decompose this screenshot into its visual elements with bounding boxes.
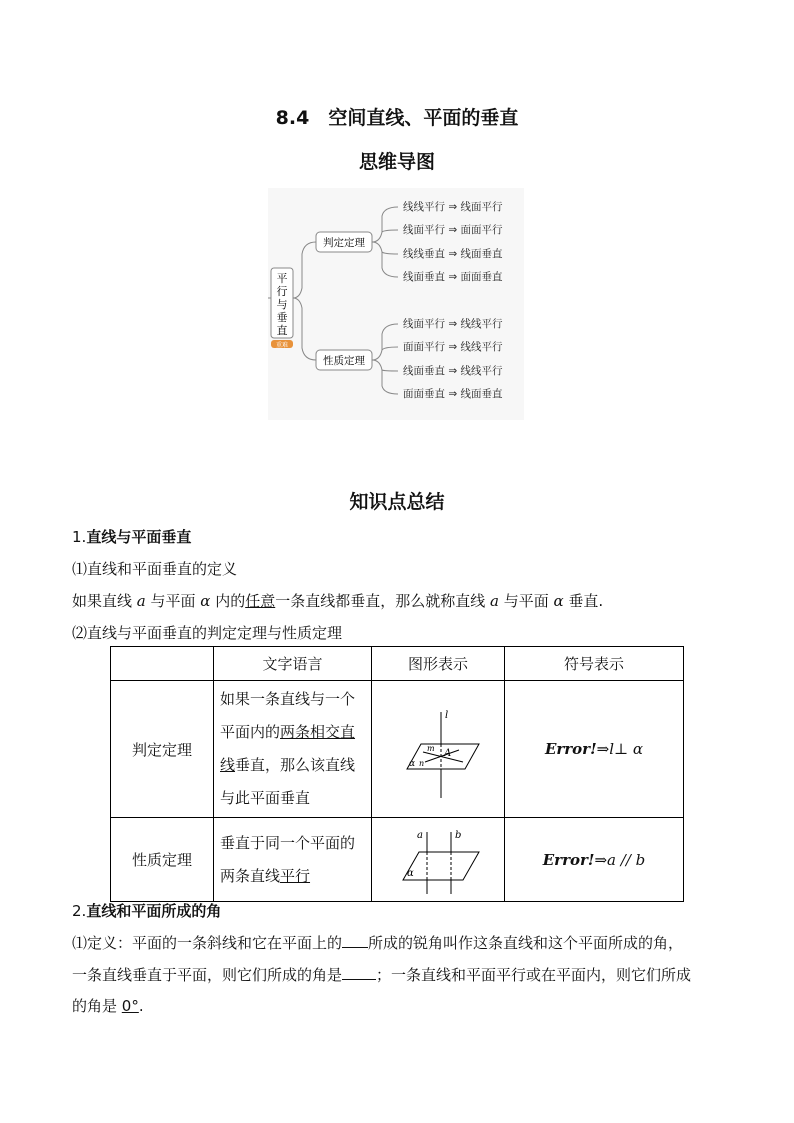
mindmap-leaf: 线线平行 ⇒ 线面平行	[403, 201, 503, 213]
label-m: m	[427, 744, 435, 753]
label-alpha: α	[407, 867, 414, 879]
symbol-text: ⇒l⊥ α	[596, 740, 644, 758]
root-char: 行	[276, 285, 288, 298]
perpendicular-line-plane-figure	[393, 694, 483, 804]
figure-cell	[372, 681, 505, 818]
definition-line-3	[72, 995, 144, 1016]
table-header: 文字语言	[214, 647, 372, 681]
symbol-cell	[505, 681, 684, 818]
mindmap-leaf: 线面平行 ⇒ 面面平行	[403, 224, 503, 236]
row-name: 性质定理	[111, 818, 214, 902]
text: 如果一条直线与一个平面内的	[220, 690, 356, 741]
table-header-row	[111, 647, 684, 681]
error-text: Error!	[542, 850, 595, 869]
definition-line-1	[72, 931, 683, 953]
mindmap-leaf: 线线垂直 ⇒ 线面垂直	[403, 248, 503, 260]
branch-label-judge: 判定定理	[323, 237, 365, 249]
text: 与平面	[145, 592, 201, 610]
table-row	[111, 681, 684, 818]
section-heading-text: 直线与平面垂直	[86, 528, 192, 546]
subheading-theorems: ⑵直线与平面垂直的判定定理与性质定理	[72, 624, 343, 642]
section-number: 2.	[72, 902, 87, 920]
table-header: 图形表示	[372, 647, 505, 681]
underlined-term: 平行	[280, 866, 311, 885]
underlined-term: 两条相交直线	[220, 723, 356, 774]
symbol-text: ⇒a // b	[594, 850, 646, 869]
text: .	[138, 997, 144, 1015]
mindmap-leaf: 线面垂直 ⇒ 线线平行	[403, 365, 503, 377]
text: 垂直，那么该直线与此平面垂直	[220, 756, 356, 807]
branch-label-property: 性质定理	[323, 355, 365, 367]
mindmap-leaf: 线面垂直 ⇒ 面面垂直	[403, 271, 503, 283]
root-char: 平	[276, 272, 288, 285]
mindmap-leaf: 线面平行 ⇒ 线线平行	[403, 318, 503, 330]
label-alpha: α	[409, 759, 416, 769]
text: 如果直线	[72, 592, 137, 610]
table-header	[111, 647, 214, 681]
section-number: 1.	[72, 528, 87, 546]
label-b: b	[455, 829, 462, 841]
var-a: a	[136, 592, 146, 610]
section-heading-text: 直线和平面所成的角	[86, 902, 222, 920]
underlined-term: 任意	[245, 592, 276, 610]
mindmap-leaf: 面面平行 ⇒ 线线平行	[403, 341, 503, 353]
var-alpha: α	[553, 592, 564, 610]
row-name: 判定定理	[111, 681, 214, 818]
section-heading-1	[72, 526, 191, 547]
definition-line-2	[72, 963, 691, 985]
text: 的角是	[72, 997, 122, 1015]
text-language-cell	[214, 681, 372, 818]
page-title: 8.4 空间直线、平面的垂直	[275, 107, 519, 129]
root-node-label	[277, 272, 288, 337]
root-char: 垂	[276, 311, 288, 324]
summary-title: 知识点总结	[349, 491, 445, 513]
text: 内的	[210, 592, 246, 610]
label-n: n	[419, 759, 425, 768]
section-heading-2	[72, 900, 221, 921]
text: 所成的锐角叫作这条直线和这个平面所成的角，	[368, 934, 684, 952]
var-alpha: α	[200, 592, 211, 610]
var-a: a	[490, 592, 499, 610]
table-row	[111, 818, 684, 902]
root-char: 直	[276, 324, 288, 337]
error-text: Error!	[544, 740, 597, 758]
text: 一条直线垂直于平面，则它们所成的角是	[72, 966, 343, 984]
blank-1	[342, 931, 368, 948]
figure-cell	[372, 818, 505, 902]
theorem-table	[110, 646, 684, 902]
text: ；一条直线和平面平行或在平面内，则它们所成	[376, 966, 692, 984]
table-header: 符号表示	[505, 647, 684, 681]
text: 一条直线都垂直，那么就称直线	[275, 592, 490, 610]
definition-paragraph	[72, 590, 603, 611]
text: 与平面	[498, 592, 554, 610]
mindmap-leaf: 面面垂直 ⇒ 线面垂直	[403, 388, 503, 400]
mindmap-title: 思维导图	[358, 151, 435, 173]
text: ⑴定义：平面的一条斜线和它在平面上的	[72, 934, 343, 952]
badge-label: 重难	[275, 342, 289, 349]
mind-map	[268, 188, 524, 420]
label-l: l	[445, 710, 449, 721]
root-char: 与	[276, 298, 288, 311]
label-A: A	[444, 748, 452, 759]
blank-2	[342, 963, 376, 980]
symbol-cell	[505, 818, 684, 902]
text: 垂直于同一个平面的两条直线	[220, 833, 356, 885]
underlined-answer: 0°	[121, 997, 139, 1015]
subheading-definition: ⑴直线和平面垂直的定义	[72, 560, 238, 578]
parallel-lines-plane-figure	[393, 822, 483, 898]
label-a: a	[417, 829, 423, 841]
text-language-cell	[214, 818, 372, 902]
text: 垂直.	[563, 592, 604, 610]
